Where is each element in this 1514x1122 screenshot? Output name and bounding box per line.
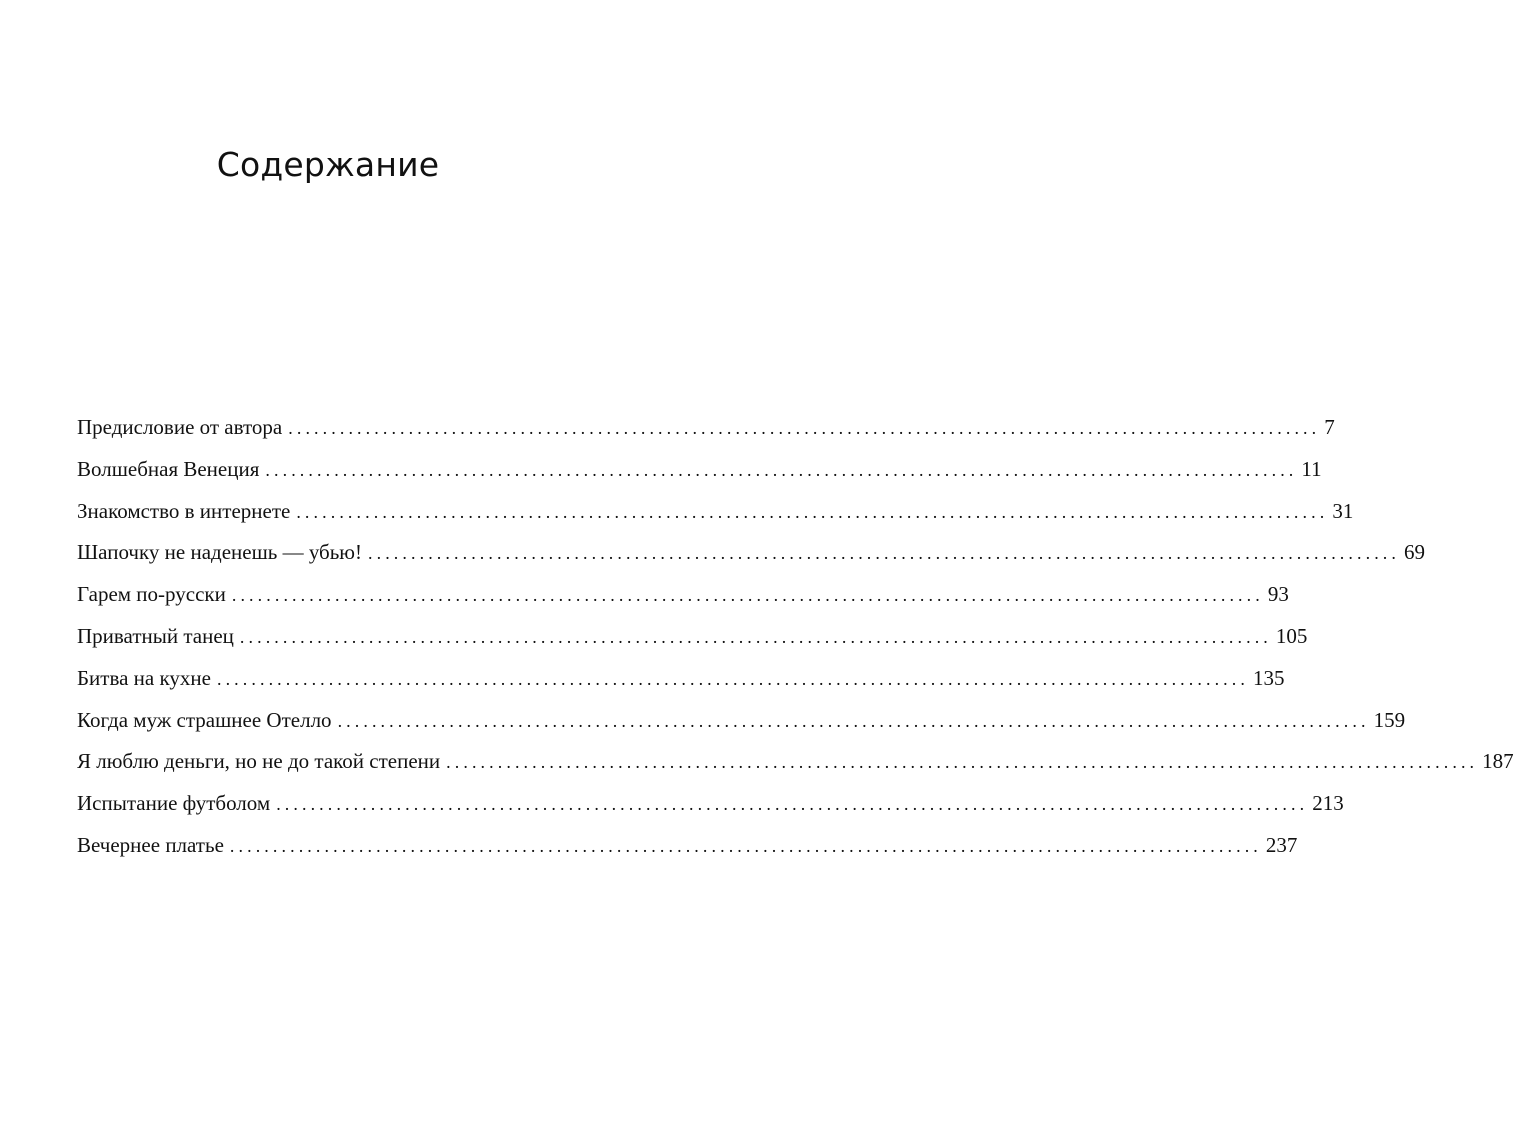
table-of-contents [77,411,1514,871]
toc-entry[interactable] [77,578,1289,620]
toc-dot-leader: ........................................................................................................................ [368,543,1400,564]
toc-entry[interactable] [77,829,1298,871]
toc-entry-title: Битва на кухне [77,665,211,690]
toc-entry-title: Предисловие от автора [77,415,283,439]
toc-entry-title: Вечернее платье [77,832,224,857]
toc-entry-title: Испытание футболом [77,791,271,816]
toc-entry-title: Шапочку не наденешь — убью! [77,540,362,565]
toc-entry-title: Знакомство в интернете [77,498,291,523]
toc-entry[interactable] [77,787,1344,829]
page-title: Содержание [216,145,440,184]
toc-dot-leader: ........................................................................................................................ [296,501,1329,522]
toc-entry[interactable] [77,495,1354,537]
toc-entry-page: 31 [1332,498,1354,523]
toc-entry[interactable] [77,453,1322,495]
toc-entry-page: 135 [1252,665,1285,690]
toc-entry-title: Когда муж страшнее Отелло [77,707,332,732]
toc-entry-title: Волшебная Венеция [77,456,260,481]
toc-entry-page: 11 [1301,456,1322,481]
toc-entry-title: Приватный танец [77,623,234,648]
toc-entry-page: 105 [1275,623,1308,648]
toc-entry-page: 187 [1482,749,1514,774]
toc-dot-leader: ........................................................................................................................ [231,585,1264,606]
toc-entry[interactable] [77,536,1425,578]
toc-dot-leader: ........................................................................................................................ [288,418,1321,438]
toc-entry-page: 237 [1265,832,1298,857]
toc-entry-title: Я люблю деньги, но не до такой степени [77,749,441,774]
toc-dot-leader: ........................................................................................................................ [229,835,1262,856]
toc-dot-leader: ........................................................................................................................ [276,794,1309,815]
toc-entry[interactable] [77,620,1308,662]
toc-entry-page: 69 [1404,540,1425,565]
toc-entry[interactable] [77,745,1514,787]
toc-dot-leader: ........................................................................................................................ [239,626,1272,647]
toc-entry[interactable] [77,704,1406,746]
toc-entry-title: Гарем по-русски [77,582,226,607]
toc-entry[interactable] [77,662,1285,704]
toc-entry[interactable] [77,411,1335,453]
toc-dot-leader: ........................................................................................................................ [216,668,1249,689]
toc-entry-page: 213 [1312,791,1344,816]
toc-entry-page: 93 [1267,582,1289,607]
toc-dot-leader: ........................................................................................................................ [337,710,1370,731]
toc-entry-page: 7 [1324,415,1335,439]
toc-dot-leader: ........................................................................................................................ [446,752,1479,773]
toc-entry-page: 159 [1373,707,1406,732]
toc-dot-leader: ........................................................................................................................ [265,459,1298,480]
